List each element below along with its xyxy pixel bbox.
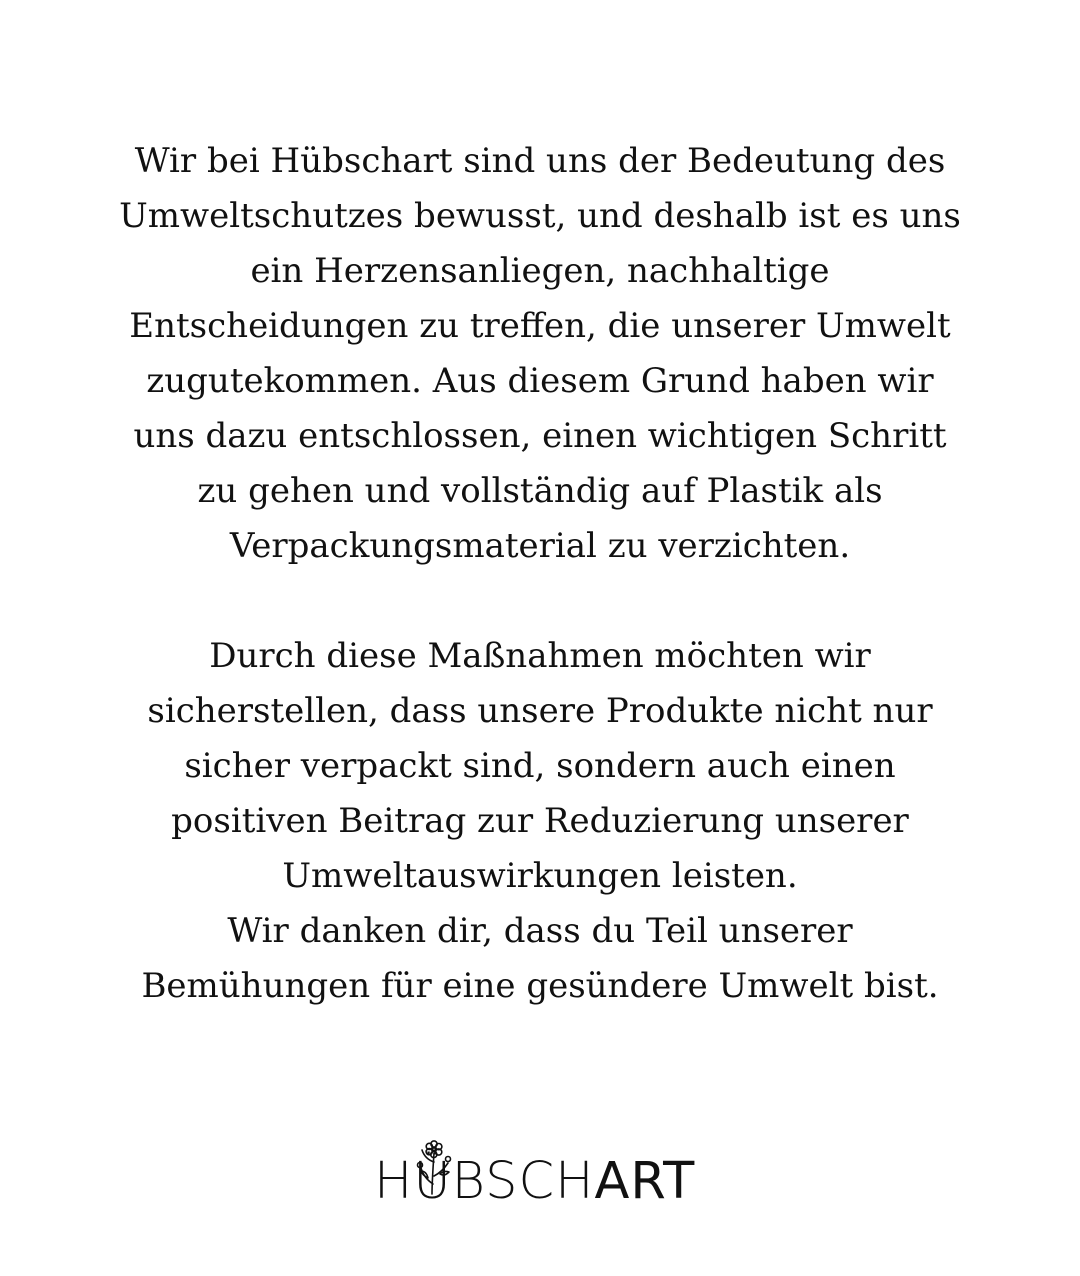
hubschart-logo: [374, 1128, 714, 1211]
text-line: positiven Beitrag zur Reduzierung unserer: [171, 801, 909, 841]
text-line: Umweltschutzes bewusst, und deshalb ist es uns: [119, 196, 961, 236]
text-line: Wir danken dir, dass du Teil unserer: [227, 911, 853, 951]
text-line: Durch diese Maßnahmen möchten wir: [209, 636, 871, 676]
paragraph-thank-you: [80, 629, 1000, 1014]
text-line: Wir bei Hübschart sind uns der Bedeutung des: [134, 141, 946, 181]
text-line: Entscheidungen zu treffen, die unserer Umwelt: [129, 306, 951, 346]
text-line: Bemühungen für eine gesündere Umwelt bist.: [141, 966, 939, 1006]
text-line: zugutekommen. Aus diesem Grund haben wir: [146, 361, 934, 401]
text-line: Umweltauswirkungen leisten.: [282, 856, 798, 896]
text-line: zu gehen und vollständig auf Plastik als: [197, 471, 883, 511]
hubschart-logo-mark: [374, 1128, 714, 1211]
logo-part-2: ART: [594, 1152, 696, 1211]
text-line: ein Herzensanliegen, nachhaltige: [250, 251, 830, 291]
sustainability-statement: [80, 134, 1000, 1014]
paragraph-plastic-free: [80, 134, 1000, 574]
text-line: sicherstellen, dass unsere Produkte nicht nur: [147, 691, 933, 731]
text-line: uns dazu entschlossen, einen wichtigen Schritt: [133, 416, 947, 456]
text-line: sicher verpackt sind, sondern auch einen: [184, 746, 896, 786]
logo-part-1: HÜBSCH: [374, 1152, 595, 1211]
logo-word: [374, 1150, 695, 1211]
paragraph-spacer: [80, 574, 1000, 629]
text-line: Verpackungsmaterial zu verzichten.: [229, 526, 851, 566]
